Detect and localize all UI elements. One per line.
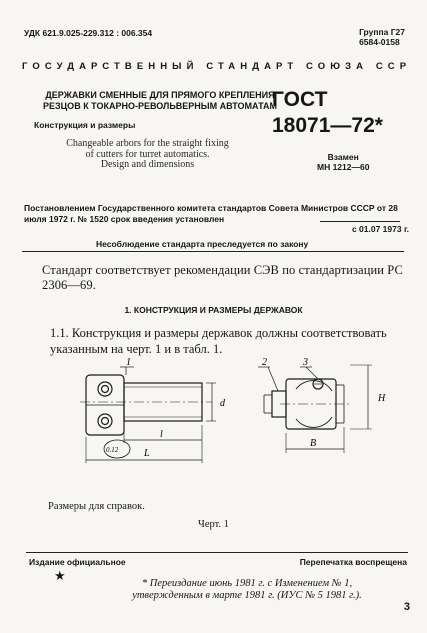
effective-date: с 01.07 1973 г. (351, 224, 409, 234)
document-subtitle-ru: Конструкция и размеры (34, 120, 136, 130)
page-number: 3 (403, 601, 410, 613)
dim-ref: 0.12 (106, 446, 119, 454)
dim-H: H (378, 393, 386, 404)
en-title-line-1: Changeable arbors for the straight fixing (66, 138, 229, 149)
callout-1: 1 (126, 357, 131, 368)
decree-text: Постановлением Государственного комитета стандартов Совета Министров СССР от 28 июля 1972 г. № 1520 срок введения установлен (24, 203, 398, 224)
udk-code: УДК 621.9.025-229.312 : 006.354 (24, 28, 153, 38)
group-line-2: 6584-0158 (359, 37, 400, 47)
dim-d: d (220, 398, 225, 409)
star-icon: ★ (54, 568, 66, 583)
replaces-value: МН 1212—60 (317, 162, 370, 172)
en-title-line-2: of cutters for turret automatics. (85, 148, 210, 160)
title-line-2: РЕЗЦОВ К ТОКАРНО-РЕВОЛЬВЕРНЫМ АВТОМАТАМ (42, 101, 278, 111)
dim-L: L (144, 448, 150, 459)
date-underline (320, 221, 400, 222)
law-warning: Несоблюдение стандарта преследуется по закону (96, 239, 309, 249)
bolt-hole-bottom (98, 414, 112, 428)
group-line-1: Группа Г27 (359, 27, 405, 37)
reissue-note (82, 578, 412, 602)
group-code (359, 27, 405, 47)
reissue-line-1: * Переиздание июнь 1981 г. с Изменением № 1, (141, 578, 353, 589)
gost-number: 18071—72* (272, 114, 383, 137)
figure-caption: Черт. 1 (198, 519, 229, 530)
document-title-ru (20, 90, 300, 112)
replaces-block (317, 152, 369, 172)
footer-divider (26, 552, 408, 553)
technical-drawing (0, 355, 427, 500)
dim-l: l (160, 429, 163, 440)
standard-header: ГОСУДАРСТВЕННЫЙ СТАНДАРТ СОЮЗА ССР (22, 61, 412, 72)
callout-2: 2 (262, 357, 267, 368)
bolt-hole-top (98, 382, 112, 396)
divider (22, 251, 404, 252)
document-title-en (30, 139, 265, 171)
clause-paragraph: 1.1. Конструкция и размеры державок должны соответствовать указанным на черт. 1 и в табл. 1. (50, 326, 387, 356)
title-line-1: ДЕРЖАВКИ СМЕННЫЕ ДЛЯ ПРЯМОГО КРЕПЛЕНИЯ (45, 90, 275, 100)
dim-B: B (310, 438, 317, 449)
intro-paragraph: Стандарт соответствует рекомендации СЭВ по стандартизации РС 2306—69. (42, 263, 403, 292)
reprint-forbidden: Перепечатка воспрещена (299, 557, 407, 567)
figure-note: Размеры для справок. (48, 501, 145, 512)
reissue-line-2: утвержденным в марте 1981 г. (ИУС № 5 1981 г.). (132, 590, 362, 601)
official-edition: Издание официальное (29, 557, 126, 567)
en-title-line-3: Design and dimensions (100, 159, 195, 170)
callout-3: 3 (303, 357, 308, 368)
replaces-label: Взамен (327, 152, 359, 162)
gost-word: ГОСТ (272, 88, 328, 111)
section-title: 1. КОНСТРУКЦИЯ И РАЗМЕРЫ ДЕРЖАВОК (124, 305, 303, 315)
gost-designation (272, 87, 383, 139)
